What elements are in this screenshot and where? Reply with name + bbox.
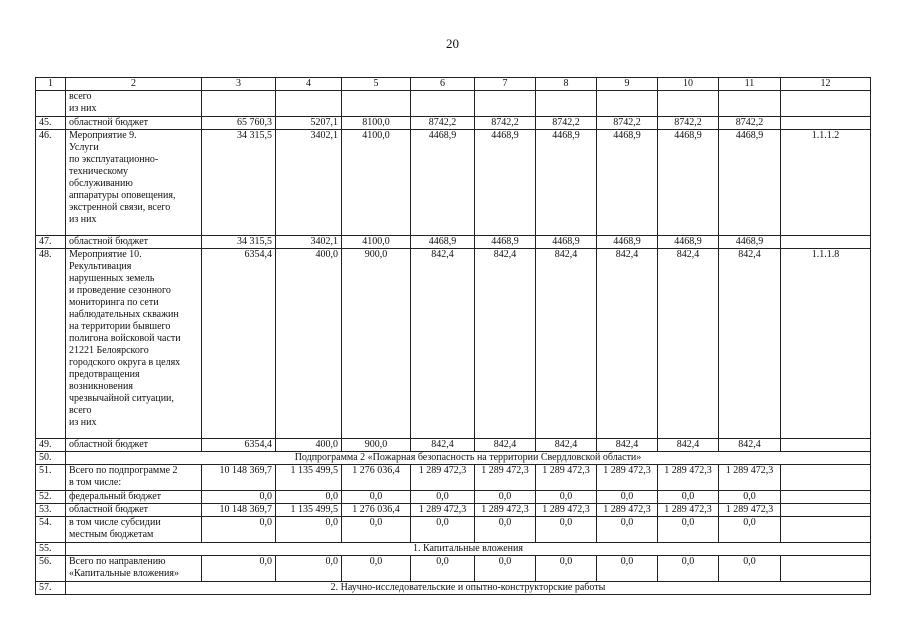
value-cell-col-7: 4468,9 [475, 236, 536, 249]
value-cell-col-5: 1 276 036,4 [342, 465, 411, 491]
goal-code-cell [781, 517, 871, 543]
row-number: 55. [36, 543, 66, 556]
value-cell-col-10: 0,0 [658, 556, 719, 582]
value-cell-col-10: 4468,9 [658, 236, 719, 249]
value-cell-col-10: 842,4 [658, 439, 719, 452]
value-cell-col-11: 1 289 472,3 [719, 465, 781, 491]
value-cell-col-7: 1 289 472,3 [475, 465, 536, 491]
value-cell-col-10: 0,0 [658, 491, 719, 504]
value-cell-col-7: 0,0 [475, 491, 536, 504]
value-cell-col-6: 1 289 472,3 [411, 504, 475, 517]
section-title: 1. Капитальные вложения [66, 543, 871, 556]
value-cell-col-4: 0,0 [276, 517, 342, 543]
value-cell-col-8: 0,0 [536, 556, 597, 582]
goal-code-cell [781, 556, 871, 582]
column-header-5: 5 [342, 78, 411, 91]
value-cell-col-6: 4468,9 [411, 236, 475, 249]
row-number: 45. [36, 117, 66, 130]
value-cell-col-10: 8742,2 [658, 117, 719, 130]
value-cell-col-3 [202, 91, 276, 117]
column-header-10: 10 [658, 78, 719, 91]
value-cell-col-10: 842,4 [658, 249, 719, 439]
row-number: 53. [36, 504, 66, 517]
goal-code-cell [781, 491, 871, 504]
value-cell-col-3: 6354,4 [202, 249, 276, 439]
value-cell-col-6: 842,4 [411, 249, 475, 439]
row-number: 54. [36, 517, 66, 543]
row-number: 50. [36, 452, 66, 465]
value-cell-col-7: 842,4 [475, 249, 536, 439]
value-cell-col-4: 1 135 499,5 [276, 465, 342, 491]
row-name: областной бюджет [66, 117, 202, 130]
value-cell-col-5: 8100,0 [342, 117, 411, 130]
value-cell-col-5: 900,0 [342, 249, 411, 439]
value-cell-col-5: 0,0 [342, 491, 411, 504]
value-cell-col-4: 3402,1 [276, 236, 342, 249]
value-cell-col-4: 400,0 [276, 439, 342, 452]
value-cell-col-5: 4100,0 [342, 236, 411, 249]
value-cell-col-3: 10 148 369,7 [202, 465, 276, 491]
column-header-11: 11 [719, 78, 781, 91]
table-row [36, 130, 871, 236]
value-cell-col-7: 0,0 [475, 517, 536, 543]
value-cell-col-8: 842,4 [536, 439, 597, 452]
row-name: областной бюджет [66, 439, 202, 452]
value-cell-col-10: 1 289 472,3 [658, 465, 719, 491]
row-number: 49. [36, 439, 66, 452]
value-cell-col-11: 1 289 472,3 [719, 504, 781, 517]
section-title: 2. Научно-исследовательские и опытно-конструкторские работы [66, 582, 871, 595]
goal-code-cell [781, 117, 871, 130]
value-cell-col-3: 6354,4 [202, 439, 276, 452]
goal-code-cell [781, 439, 871, 452]
value-cell-col-6: 0,0 [411, 517, 475, 543]
value-cell-col-5 [342, 91, 411, 117]
value-cell-col-6 [411, 91, 475, 117]
value-cell-col-9: 842,4 [597, 439, 658, 452]
row-number: 56. [36, 556, 66, 582]
row-number: 57. [36, 582, 66, 595]
value-cell-col-8 [536, 91, 597, 117]
value-cell-col-11: 842,4 [719, 439, 781, 452]
table-row [36, 439, 871, 452]
value-cell-col-5: 0,0 [342, 517, 411, 543]
column-header-1: 1 [36, 78, 66, 91]
column-header-7: 7 [475, 78, 536, 91]
table-row [36, 491, 871, 504]
row-number [36, 91, 66, 117]
value-cell-col-6: 0,0 [411, 556, 475, 582]
value-cell-col-11: 842,4 [719, 249, 781, 439]
row-number: 48. [36, 249, 66, 439]
goal-code-cell [781, 91, 871, 117]
value-cell-col-4: 3402,1 [276, 130, 342, 236]
row-name: федеральный бюджет [66, 491, 202, 504]
value-cell-col-5: 0,0 [342, 556, 411, 582]
value-cell-col-6: 4468,9 [411, 130, 475, 236]
value-cell-col-6: 842,4 [411, 439, 475, 452]
goal-code-cell: 1.1.1.2 [781, 130, 871, 236]
value-cell-col-8: 1 289 472,3 [536, 465, 597, 491]
value-cell-col-6: 8742,2 [411, 117, 475, 130]
row-name: Всего по подпрограмме 2 в том числе: [66, 465, 202, 491]
value-cell-col-4: 0,0 [276, 491, 342, 504]
value-cell-col-6: 0,0 [411, 491, 475, 504]
value-cell-col-9: 0,0 [597, 491, 658, 504]
value-cell-col-4 [276, 91, 342, 117]
page-number: 20 [446, 36, 459, 51]
table-row [36, 117, 871, 130]
value-cell-col-7: 1 289 472,3 [475, 504, 536, 517]
column-header-9: 9 [597, 78, 658, 91]
value-cell-col-10: 1 289 472,3 [658, 504, 719, 517]
section-row [36, 582, 871, 595]
column-header-4: 4 [276, 78, 342, 91]
row-name: в том числе субсидии местным бюджетам [66, 517, 202, 543]
value-cell-col-9: 1 289 472,3 [597, 504, 658, 517]
value-cell-col-11 [719, 91, 781, 117]
table-row [36, 517, 871, 543]
value-cell-col-5: 900,0 [342, 439, 411, 452]
table-row [36, 504, 871, 517]
row-name: всего из них [66, 91, 202, 117]
budget-table [35, 77, 871, 595]
value-cell-col-8: 4468,9 [536, 236, 597, 249]
value-cell-col-9: 4468,9 [597, 236, 658, 249]
value-cell-col-11: 0,0 [719, 556, 781, 582]
value-cell-col-11: 4468,9 [719, 236, 781, 249]
column-header-6: 6 [411, 78, 475, 91]
value-cell-col-8: 0,0 [536, 517, 597, 543]
column-header-row [36, 78, 871, 91]
row-name: областной бюджет [66, 236, 202, 249]
row-number: 51. [36, 465, 66, 491]
value-cell-col-7: 8742,2 [475, 117, 536, 130]
table-row [36, 91, 871, 117]
value-cell-col-3: 10 148 369,7 [202, 504, 276, 517]
value-cell-col-7 [475, 91, 536, 117]
value-cell-col-3: 34 315,5 [202, 236, 276, 249]
row-name: областной бюджет [66, 504, 202, 517]
section-title: Подпрограмма 2 «Пожарная безопасность на территории Свердловской области» [66, 452, 871, 465]
value-cell-col-8: 8742,2 [536, 117, 597, 130]
value-cell-col-11: 8742,2 [719, 117, 781, 130]
value-cell-col-9 [597, 91, 658, 117]
row-name: Всего по направлению «Капитальные вложения» [66, 556, 202, 582]
value-cell-col-9: 842,4 [597, 249, 658, 439]
value-cell-col-10 [658, 91, 719, 117]
row-name: Мероприятие 10. Рекультивация нарушенных земель и проведение сезонного мониторинга по сети наблюдательных скважин на территории бывшего полигона войсковой части 21221 Белоярского городского округа в целях предотвращения возникновения чрезвычайной ситуации, всего из них [66, 249, 202, 439]
section-row [36, 452, 871, 465]
value-cell-col-4: 400,0 [276, 249, 342, 439]
value-cell-col-4: 0,0 [276, 556, 342, 582]
table-row [36, 236, 871, 249]
value-cell-col-11: 0,0 [719, 491, 781, 504]
table-row [36, 249, 871, 439]
value-cell-col-3: 0,0 [202, 556, 276, 582]
value-cell-col-9: 0,0 [597, 556, 658, 582]
value-cell-col-9: 0,0 [597, 517, 658, 543]
value-cell-col-8: 842,4 [536, 249, 597, 439]
column-header-12: 12 [781, 78, 871, 91]
value-cell-col-9: 4468,9 [597, 130, 658, 236]
value-cell-col-8: 0,0 [536, 491, 597, 504]
value-cell-col-3: 65 760,3 [202, 117, 276, 130]
value-cell-col-11: 0,0 [719, 517, 781, 543]
value-cell-col-11: 4468,9 [719, 130, 781, 236]
value-cell-col-3: 34 315,5 [202, 130, 276, 236]
value-cell-col-7: 4468,9 [475, 130, 536, 236]
goal-code-cell [781, 236, 871, 249]
table-row [36, 556, 871, 582]
goal-code-cell: 1.1.1.8 [781, 249, 871, 439]
goal-code-cell [781, 504, 871, 517]
value-cell-col-8: 4468,9 [536, 130, 597, 236]
value-cell-col-6: 1 289 472,3 [411, 465, 475, 491]
column-header-3: 3 [202, 78, 276, 91]
section-row [36, 543, 871, 556]
row-number: 47. [36, 236, 66, 249]
value-cell-col-8: 1 289 472,3 [536, 504, 597, 517]
column-header-2: 2 [66, 78, 202, 91]
value-cell-col-9: 1 289 472,3 [597, 465, 658, 491]
value-cell-col-5: 4100,0 [342, 130, 411, 236]
table-row [36, 465, 871, 491]
value-cell-col-3: 0,0 [202, 491, 276, 504]
value-cell-col-3: 0,0 [202, 517, 276, 543]
goal-code-cell [781, 465, 871, 491]
value-cell-col-5: 1 276 036,4 [342, 504, 411, 517]
row-number: 46. [36, 130, 66, 236]
row-number: 52. [36, 491, 66, 504]
row-name: Мероприятие 9. Услуги по эксплуатационно- техническому обслуживанию аппаратуры оповещения, экстренной связи, всего из них [66, 130, 202, 236]
column-header-8: 8 [536, 78, 597, 91]
value-cell-col-7: 842,4 [475, 439, 536, 452]
value-cell-col-10: 4468,9 [658, 130, 719, 236]
value-cell-col-10: 0,0 [658, 517, 719, 543]
value-cell-col-4: 5207,1 [276, 117, 342, 130]
value-cell-col-9: 8742,2 [597, 117, 658, 130]
value-cell-col-4: 1 135 499,5 [276, 504, 342, 517]
value-cell-col-7: 0,0 [475, 556, 536, 582]
